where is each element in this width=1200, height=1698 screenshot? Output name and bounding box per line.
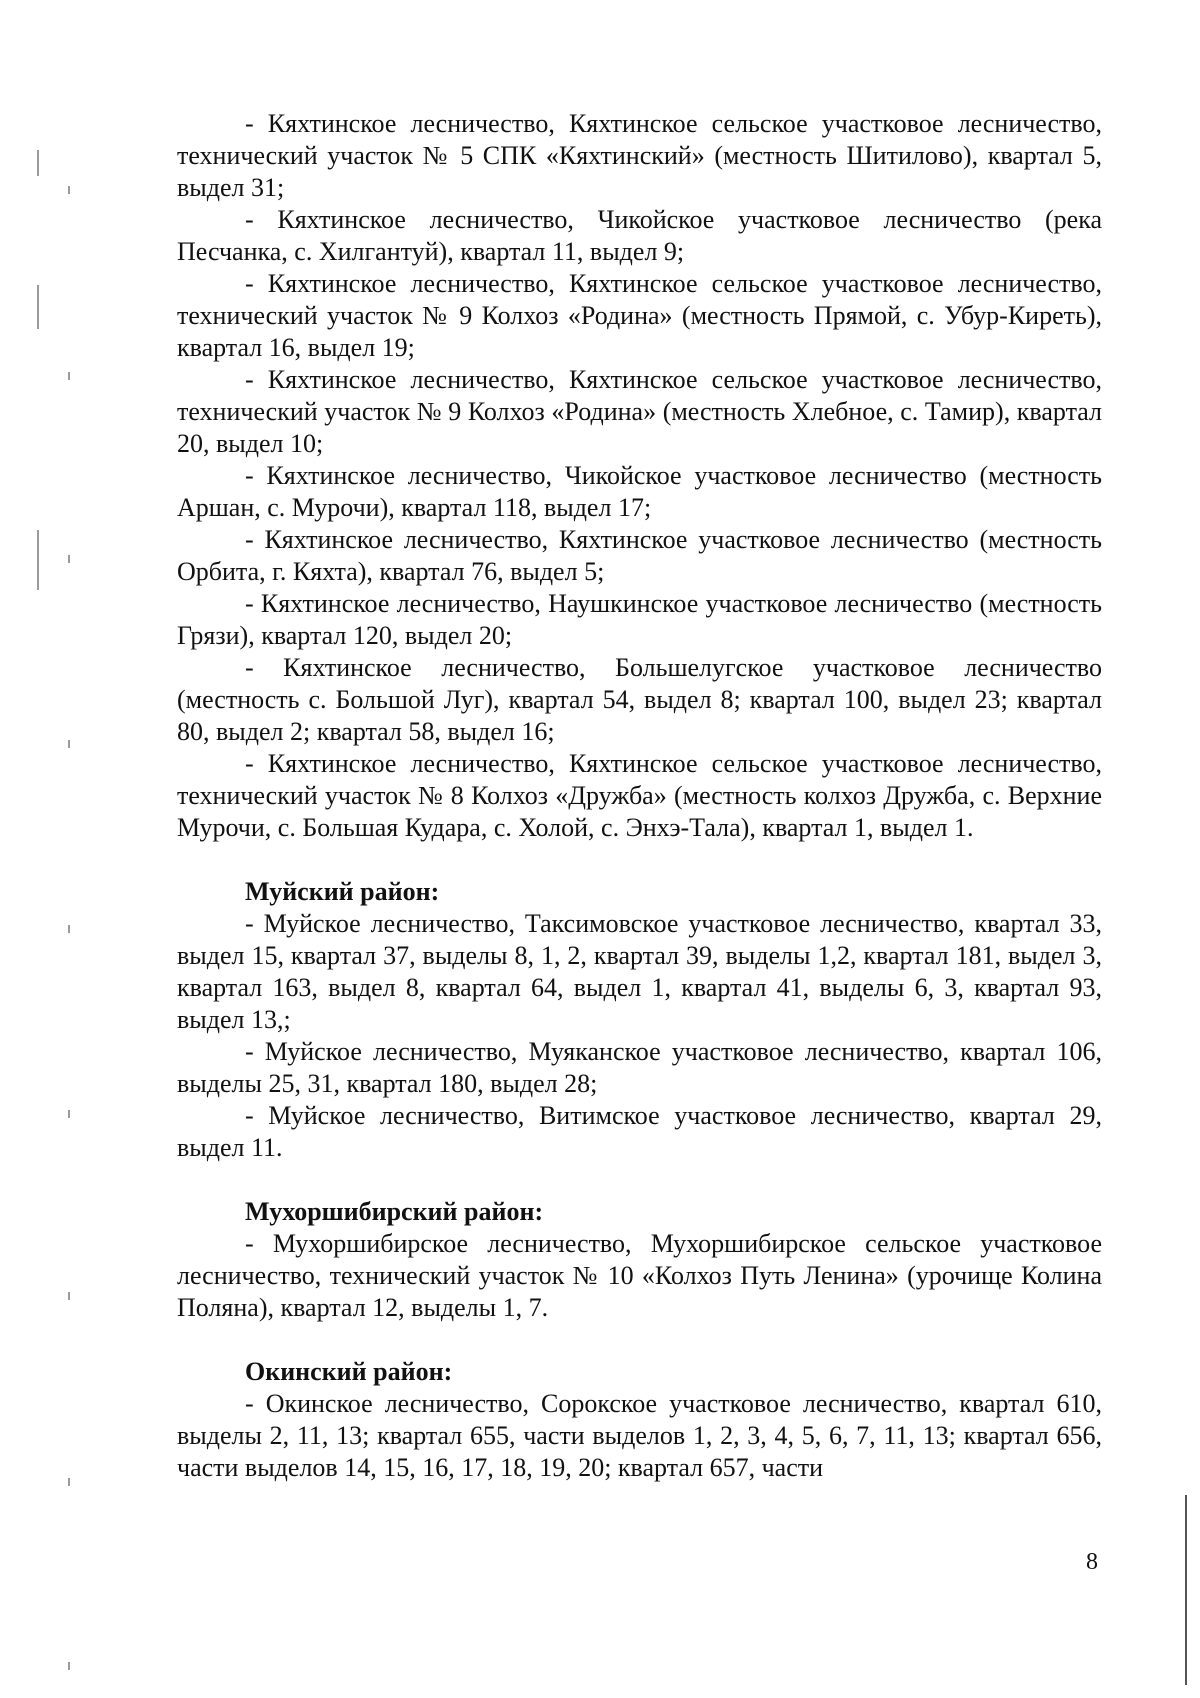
scan-mark [68,1662,70,1670]
scan-mark [68,1292,70,1300]
scan-mark [37,285,39,329]
page-number: 8 [1086,1549,1098,1575]
paragraph: - Муйское лесничество, Витимское участковое лесничество, квартал 29, выдел 11. [177,1101,1102,1162]
paragraph: - Кяхтинское лесничество, Кяхтинское сельское участковое лесничество, технический участок № 8 Колхоз «Дружба» (местность колхоз Дружба, с. Верхние Мурочи, с. Большая Кудара, с. Холой, с. Энхэ-Тала), квартал 1, выдел 1. [177,749,1102,842]
paragraph: - Кяхтинское лесничество, Наушкинское участковое лесничество (местность Грязи), квартал 120, выдел 20; [177,589,1102,650]
paragraph: - Муйское лесничество, Муяканское участковое лесничество, квартал 106, выделы 25, 31, квартал 180, выдел 28; [177,1037,1102,1098]
scan-mark [68,1110,70,1118]
section-heading: Окинский район: [245,1357,453,1386]
section-oka [177,1356,1102,1484]
section-muya [177,876,1102,1164]
paragraph: - Кяхтинское лесничество, Кяхтинское сельское участковое лесничество, технический участок № 5 СПК «Кяхтинский» (местность Шитилово), квартал 5, выдел 31; [177,109,1102,202]
section-heading: Мухоршибирский район: [245,1197,544,1226]
section-kyakhta [177,108,1102,844]
paragraph: - Кяхтинское лесничество, Чикойское участковое лесничество (река Песчанка, с. Хилгантуй), квартал 11, выдел 9; [177,205,1102,266]
paragraph: - Муйское лесничество, Таксимовское участковое лесничество, квартал 33, выдел 15, квартал 37, выделы 8, 1, 2, квартал 39, выделы 1,2, квартал 181, выдел 3, квартал 163, выдел 8, квартал 64, выдел 1, квартал 41, выделы 6, 3, квартал 93, выдел 13,; [177,909,1102,1034]
scan-mark [37,150,39,176]
section-mukhorshibir [177,1196,1102,1324]
scan-mark [68,740,70,748]
scan-mark [68,925,70,933]
paragraph: - Кяхтинское лесничество, Чикойское участковое лесничество (местность Аршан, с. Мурочи), квартал 118, выдел 17; [177,461,1102,522]
scan-mark [68,372,70,380]
document-page [177,108,1102,1484]
paragraph: - Окинское лесничество, Сорокское участковое лесничество, квартал 610, выделы 2, 11, 13; квартал 655, части выделов 1, 2, 3, 4, 5, 6, 7, 11, 13; квартал 656, части выделов 14, 15, 16, 17, 18, 19, 20; квартал 657, части [177,1389,1102,1482]
paragraph: - Мухоршибирское лесничество, Мухоршибирское сельское участковое лесничество, технический участок № 10 «Колхоз Путь Ленина» (урочище Колина Поляна), квартал 12, выделы 1, 7. [177,1229,1102,1322]
scan-mark [68,555,70,563]
page-edge-line [1185,1495,1187,1685]
paragraph: - Кяхтинское лесничество, Большелугское участковое лесничество (местность с. Большой Луг), квартал 54, выдел 8; квартал 100, выдел 23; квартал 80, выдел 2; квартал 58, выдел 16; [177,653,1102,746]
scan-mark [68,1478,70,1486]
section-heading: Муйский район: [245,877,440,906]
paragraph: - Кяхтинское лесничество, Кяхтинское сельское участковое лесничество, технический участок № 9 Колхоз «Родина» (местность Хлебное, с. Тамир), квартал 20, выдел 10; [177,365,1102,458]
paragraph: - Кяхтинское лесничество, Кяхтинское сельское участковое лесничество, технический участок № 9 Колхоз «Родина» (местность Прямой, с. Убур-Киреть), квартал 16, выдел 19; [177,269,1102,362]
scan-mark [37,530,39,590]
scan-mark [68,186,70,194]
paragraph: - Кяхтинское лесничество, Кяхтинское участковое лесничество (местность Орбита, г. Кяхта), квартал 76, выдел 5; [177,525,1102,586]
